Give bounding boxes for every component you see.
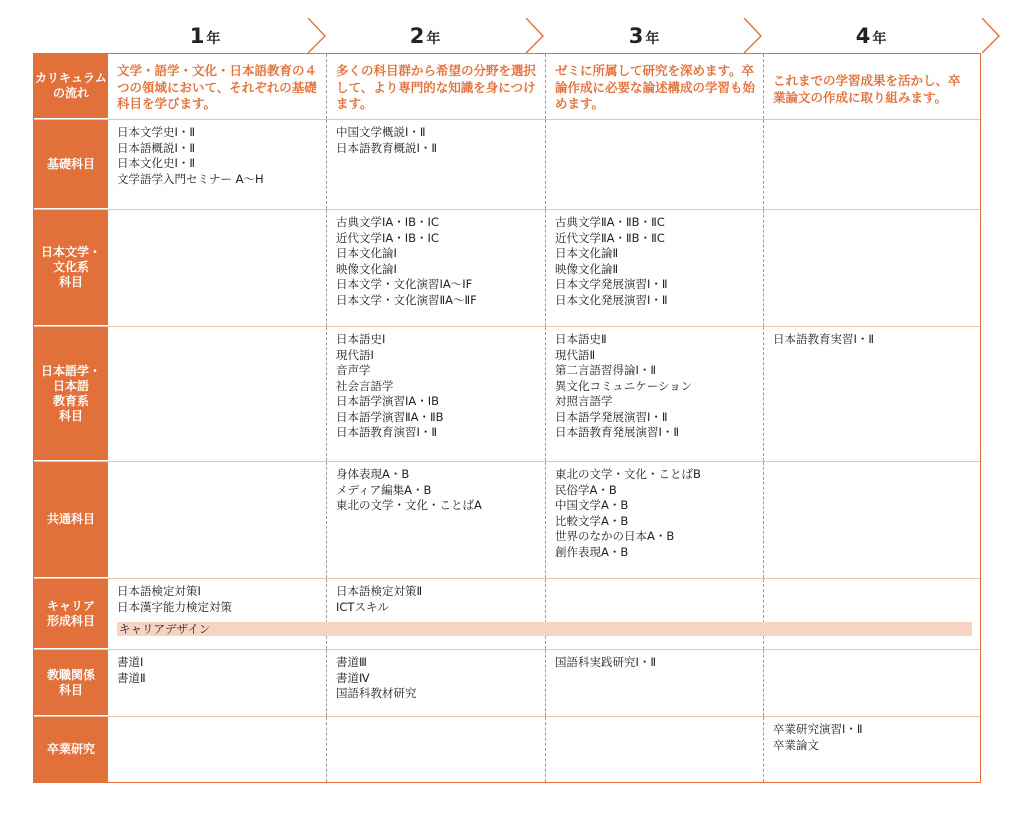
subject-cell [108, 717, 326, 782]
row-linguistics [34, 327, 980, 462]
subject-item: 中国文学A・B [555, 498, 629, 512]
row-graduation [34, 717, 980, 782]
subject-item: メディア編集A・B [336, 482, 432, 497]
row-common [34, 462, 980, 579]
subject-item: 日本語検定対策Ⅱ [336, 584, 423, 598]
row-basic [34, 120, 980, 210]
subject-cell [326, 650, 545, 716]
flow-cell [545, 54, 763, 119]
row-literature [34, 210, 980, 327]
subject-cell [763, 717, 980, 782]
flow-cell [326, 54, 545, 119]
subject-item: 日本語学演習ⅡA・ⅡB [336, 409, 444, 424]
subject-item: 日本文学発展演習Ⅰ・Ⅱ [555, 277, 668, 291]
flow-cell [108, 54, 326, 119]
subject-cell [108, 579, 326, 649]
subject-cell [108, 210, 326, 326]
row-header: 卒業研究 [34, 717, 108, 782]
subject-item: 国語科教材研究 [336, 686, 417, 700]
subject-cell [545, 650, 763, 716]
subject-cell [763, 327, 980, 461]
row-header: 日本語学・ 日本語 教育系 科目 [34, 327, 108, 461]
subject-cell [108, 327, 326, 461]
year-header-2 [325, 18, 549, 54]
subject-cell [763, 120, 980, 209]
subject-item: 中国文学概説Ⅰ・Ⅱ [336, 125, 426, 139]
flow-text: ゼミに所属して研究を深めます。卒論作成に必要な論述構成の学習も始めます。 [555, 63, 756, 111]
year-suffix: 年 [206, 31, 221, 47]
row-teaching [34, 650, 980, 717]
subject-cell [545, 579, 763, 649]
subject-item: 日本文化論Ⅰ [336, 246, 397, 260]
flow-text: 多くの科目群から希望の分野を選択して、より専門的な知識を身につけます。 [336, 63, 537, 111]
subject-item: 日本漢字能力検定対策 [117, 599, 232, 614]
subject-item: 日本文化発展演習Ⅰ・Ⅱ [555, 292, 668, 307]
subject-item: 日本文化史Ⅰ・Ⅱ [117, 156, 196, 170]
subject-item: 音声学 [336, 363, 371, 377]
flow-cell [763, 54, 980, 119]
row-header: 共通科目 [34, 462, 108, 578]
subject-cell [545, 210, 763, 326]
row-career [34, 579, 980, 650]
subject-cell [108, 650, 326, 716]
subject-item: 日本語教育概説Ⅰ・Ⅱ [336, 140, 438, 155]
subject-item: 日本語史Ⅰ [336, 332, 386, 346]
subject-item: 日本文化論Ⅱ [555, 246, 619, 260]
subject-item: 文学語学入門セミナー A〜H [117, 171, 264, 186]
year-header-4 [762, 18, 1002, 54]
subject-item: 対照言語学 [555, 394, 613, 408]
subject-item: 日本語学発展演習Ⅰ・Ⅱ [555, 409, 668, 424]
subject-cell [326, 717, 545, 782]
subject-cell [545, 120, 763, 209]
subject-item: 卒業論文 [773, 737, 819, 752]
subject-item: 創作表現A・B [555, 544, 629, 559]
subject-item: 身体表現A・B [336, 467, 410, 481]
subject-item: 異文化コミュニケーション [555, 378, 693, 393]
subject-item: 日本文学・文化演習ⅠA〜ⅠF [336, 277, 473, 291]
subject-cell [763, 650, 980, 716]
subject-item: 現代語Ⅰ [336, 347, 374, 362]
subject-cell [326, 120, 545, 209]
subject-item: 書道Ⅱ [117, 670, 146, 685]
year-number: 4 [855, 24, 871, 48]
subject-item: 民俗学A・B [555, 482, 617, 497]
subject-item: 古典文学ⅡA・ⅡB・ⅡC [555, 215, 665, 229]
subject-cell [326, 462, 545, 578]
flow-text: これまでの学習成果を活かし、卒業論文の作成に取り組みます。 [773, 73, 961, 105]
subject-item: 世界のなかの日本A・B [555, 529, 675, 543]
row-header: キャリア 形成科目 [34, 579, 108, 649]
subject-item: 第二言語習得論Ⅰ・Ⅱ [555, 363, 657, 377]
subject-item: 東北の文学・文化・ことばA [336, 498, 482, 512]
subject-item: 近代文学ⅡA・ⅡB・ⅡC [555, 230, 665, 245]
subject-grid [33, 53, 981, 783]
subject-item: 日本語概説Ⅰ・Ⅱ [117, 140, 196, 155]
row-header: 教職関係 科目 [34, 650, 108, 716]
subject-item: 日本語教育実習Ⅰ・Ⅱ [773, 332, 875, 346]
subject-item: ICTスキル [336, 599, 389, 614]
flow-text: 文学・語学・文化・日本語教育の４つの領域において、それぞれの基礎科目を学びます。 [117, 63, 318, 111]
subject-cell [326, 327, 545, 461]
subject-item: 書道Ⅳ [336, 670, 370, 685]
subject-cell [108, 462, 326, 578]
subject-cell [108, 120, 326, 209]
row-header: 基礎科目 [34, 120, 108, 209]
subject-item: 映像文化論Ⅰ [336, 261, 397, 276]
subject-item: 近代文学ⅠA・ⅠB・ⅠC [336, 230, 439, 245]
subject-item: 日本語教育演習Ⅰ・Ⅱ [336, 425, 438, 439]
flow-row [34, 54, 980, 120]
year-number: 2 [409, 24, 425, 48]
subject-item: 日本語検定対策Ⅰ [117, 584, 201, 598]
subject-cell [763, 462, 980, 578]
year-header-1 [105, 18, 329, 54]
subject-cell [763, 210, 980, 326]
year-suffix: 年 [426, 31, 441, 47]
subject-item: 現代語Ⅱ [555, 347, 596, 362]
year-suffix: 年 [645, 31, 660, 47]
subject-item: 国語科実践研究Ⅰ・Ⅱ [555, 655, 657, 669]
subject-item: 古典文学ⅠA・ⅠB・ⅠC [336, 215, 439, 229]
subject-item: 書道Ⅲ [336, 655, 367, 669]
year-suffix: 年 [872, 31, 887, 47]
year-number: 3 [628, 24, 644, 48]
subject-cell [326, 210, 545, 326]
subject-item: 東北の文学・文化・ことばB [555, 467, 701, 481]
subject-item: 社会言語学 [336, 378, 394, 393]
subject-cell [763, 579, 980, 649]
subject-item: 比較文学A・B [555, 513, 629, 528]
subject-item: 書道Ⅰ [117, 655, 144, 669]
subject-cell [545, 717, 763, 782]
subject-item: 卒業研究演習Ⅰ・Ⅱ [773, 722, 863, 736]
subject-item: 日本文学史Ⅰ・Ⅱ [117, 125, 196, 139]
year-number: 1 [189, 24, 205, 48]
subject-cell [326, 579, 545, 649]
row-header: 日本文学・ 文化系 科目 [34, 210, 108, 326]
subject-item: 日本文学・文化演習ⅡA〜ⅡF [336, 292, 477, 307]
subject-item: 日本語学演習ⅠA・ⅠB [336, 394, 440, 408]
year-header-3 [544, 18, 768, 54]
row-header: カリキュラム の流れ [34, 54, 108, 119]
subject-item: 映像文化論Ⅱ [555, 261, 619, 276]
career-design-bar: キャリアデザイン [117, 622, 972, 636]
subject-item: 日本語史Ⅱ [555, 332, 607, 346]
subject-item: 日本語教育発展演習Ⅰ・Ⅱ [555, 425, 680, 439]
subject-cell [545, 462, 763, 578]
subject-cell [545, 327, 763, 461]
